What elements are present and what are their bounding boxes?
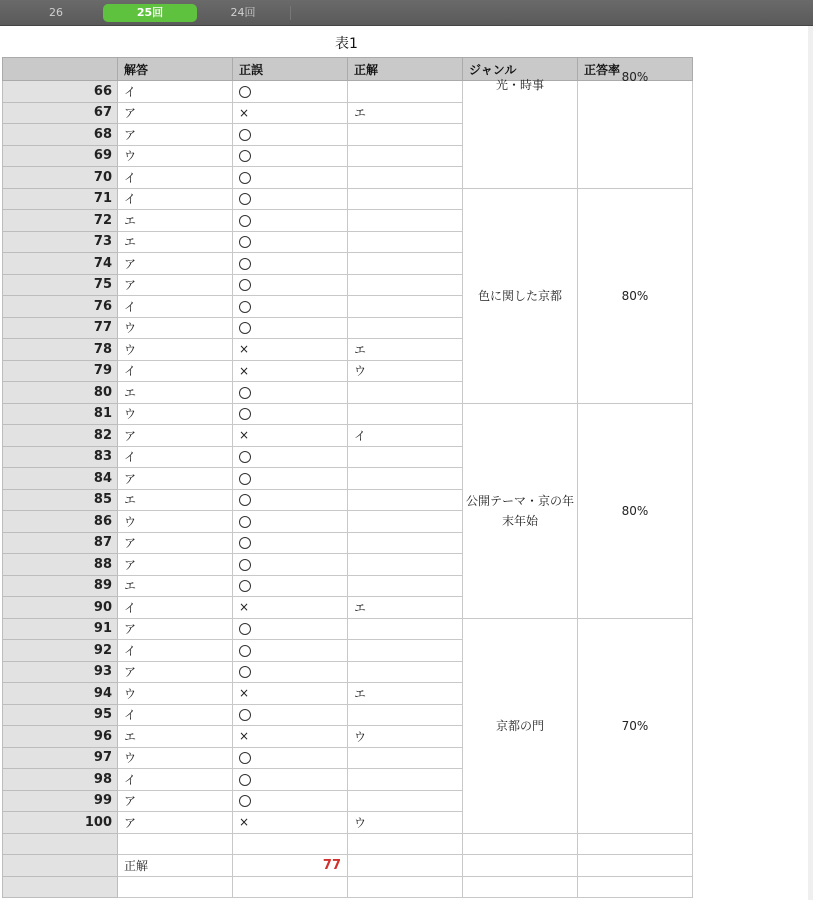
answer-cell[interactable]: ウ [118,403,233,425]
answer-cell[interactable]: イ [118,597,233,619]
correct-answer-cell[interactable] [348,554,463,576]
table-row [3,618,693,640]
correct-answer-cell[interactable] [348,704,463,726]
table-row [3,403,693,425]
answer-cell[interactable]: ア [118,618,233,640]
mark-cell[interactable] [233,661,348,683]
wrong-mark: × [239,342,250,357]
empty-cell[interactable] [118,876,233,898]
row-number: 67 [3,102,118,124]
correct-answer-cell[interactable] [348,511,463,533]
row-number: 93 [3,661,118,683]
correct-circle-icon [239,408,251,420]
correct-circle-icon [239,795,251,807]
row-number: 100 [3,812,118,834]
row-number: 86 [3,511,118,533]
answer-cell[interactable]: ア [118,790,233,812]
row-number: 74 [3,253,118,275]
correct-answer-cell[interactable]: エ [348,597,463,619]
row-number: 91 [3,618,118,640]
row-number: 75 [3,274,118,296]
correct-circle-icon [239,301,251,313]
header-row [3,58,693,81]
answer-cell[interactable]: ウ [118,145,233,167]
answer-cell[interactable]: イ [118,769,233,791]
answer-cell[interactable]: ア [118,468,233,490]
mark-cell[interactable] [233,726,348,748]
answer-cell[interactable]: ア [118,102,233,124]
mark-cell[interactable] [233,554,348,576]
row-number [3,876,118,898]
correct-answer-cell[interactable] [348,210,463,232]
header-answer[interactable]: 解答 [118,58,233,81]
row-number: 76 [3,296,118,318]
correct-answer-cell[interactable] [348,769,463,791]
answer-cell[interactable]: イ [118,446,233,468]
correct-answer-cell[interactable] [348,468,463,490]
correct-circle-icon [239,215,251,227]
wrong-mark: × [239,815,250,830]
answer-cell[interactable]: エ [118,231,233,253]
mark-cell[interactable] [233,489,348,511]
correct-circle-icon [239,709,251,721]
correct-circle-icon [239,752,251,764]
answer-cell[interactable]: ア [118,812,233,834]
rate-value: 70% [621,718,649,733]
row-number: 94 [3,683,118,705]
row-number: 83 [3,446,118,468]
answer-cell[interactable]: ウ [118,683,233,705]
empty-cell[interactable] [578,833,693,855]
mark-cell[interactable] [233,597,348,619]
total-label[interactable]: 正解 [118,855,233,877]
rate-cell[interactable] [578,70,693,189]
mark-cell[interactable] [233,532,348,554]
genre-cell[interactable] [463,188,578,403]
mark-cell[interactable] [233,468,348,490]
correct-answer-cell[interactable] [348,532,463,554]
correct-circle-icon [239,774,251,786]
correct-circle-icon [239,236,251,248]
empty-cell[interactable] [463,876,578,898]
empty-cell[interactable] [578,876,693,898]
answer-cell[interactable]: ウ [118,317,233,339]
rate-cell[interactable] [578,618,693,833]
answer-cell[interactable]: ウ [118,339,233,361]
wrong-mark: × [239,363,250,378]
sheet-tab-25[interactable]: 25回 [103,4,197,22]
rate-cell[interactable] [578,403,693,618]
correct-answer-cell[interactable]: ウ [348,812,463,834]
correct-answer-cell[interactable] [348,124,463,146]
correct-circle-icon [239,580,251,592]
correct-answer-cell[interactable]: エ [348,339,463,361]
correct-circle-icon [239,623,251,635]
correct-answer-cell[interactable] [348,317,463,339]
correct-answer-cell[interactable] [348,145,463,167]
row-number: 96 [3,726,118,748]
row-number: 99 [3,790,118,812]
correct-answer-cell[interactable] [348,575,463,597]
table-row [3,876,693,898]
genre-cell[interactable] [463,78,578,189]
correct-answer-cell[interactable] [348,231,463,253]
rate-value: 80% [621,70,649,84]
row-number: 97 [3,747,118,769]
row-number: 78 [3,339,118,361]
wrong-mark: × [239,686,250,701]
genre-cell[interactable] [463,618,578,833]
sheet-tab-bar [0,0,813,26]
row-number: 70 [3,167,118,189]
header-rate[interactable]: 正答率 [578,58,693,81]
mark-cell[interactable] [233,317,348,339]
empty-cell[interactable] [233,833,348,855]
mark-cell[interactable] [233,81,348,103]
table-row [3,188,693,210]
table-title: 表1 [335,36,358,52]
row-number: 73 [3,231,118,253]
correct-circle-icon [239,129,251,141]
correct-circle-icon [239,473,251,485]
empty-cell[interactable] [348,855,463,877]
answer-cell[interactable]: エ [118,382,233,404]
mark-cell[interactable] [233,618,348,640]
correct-circle-icon [239,666,251,678]
rate-value: 80% [621,288,649,303]
mark-cell[interactable] [233,296,348,318]
answer-cell[interactable]: イ [118,360,233,382]
table-row [3,81,693,103]
mark-cell[interactable] [233,403,348,425]
correct-circle-icon [239,387,251,399]
correct-circle-icon [239,516,251,528]
correct-answer-cell[interactable] [348,382,463,404]
correct-answer-cell[interactable] [348,489,463,511]
mark-cell[interactable] [233,812,348,834]
empty-cell[interactable] [118,833,233,855]
spreadsheet-table [2,57,693,898]
genre-label: 京都の門 [495,718,544,733]
mark-cell[interactable] [233,274,348,296]
correct-answer-cell[interactable] [348,446,463,468]
rate-value: 80% [621,503,649,518]
row-number: 82 [3,425,118,447]
correct-answer-cell[interactable]: イ [348,425,463,447]
header-corner [3,58,118,81]
correct-answer-cell[interactable] [348,296,463,318]
row-number: 95 [3,704,118,726]
row-number: 84 [3,468,118,490]
correct-answer-cell[interactable]: エ [348,683,463,705]
correct-circle-icon [239,279,251,291]
wrong-mark: × [239,600,250,615]
empty-cell[interactable] [463,855,578,877]
header-genre[interactable]: ジャンル [463,58,578,81]
answer-cell[interactable]: エ [118,489,233,511]
answer-cell[interactable]: イ [118,167,233,189]
mark-cell[interactable] [233,747,348,769]
answer-cell[interactable]: イ [118,81,233,103]
row-number: 69 [3,145,118,167]
correct-answer-cell[interactable] [348,640,463,662]
row-number: 90 [3,597,118,619]
answer-cell[interactable]: ア [118,554,233,576]
genre-label: 色に関した京都 [477,288,562,303]
row-number: 66 [3,81,118,103]
rate-cell[interactable] [578,188,693,403]
correct-circle-icon [239,258,251,270]
mark-cell[interactable] [233,210,348,232]
empty-cell[interactable] [463,833,578,855]
mark-cell[interactable] [233,188,348,210]
row-number [3,833,118,855]
answer-cell[interactable]: ウ [118,511,233,533]
row-number: 72 [3,210,118,232]
answer-cell[interactable]: ウ [118,747,233,769]
answer-cell[interactable]: ア [118,425,233,447]
correct-answer-cell[interactable] [348,274,463,296]
tab-divider [290,6,291,20]
correct-circle-icon [239,86,251,98]
correct-answer-cell[interactable]: ウ [348,726,463,748]
header-correct[interactable]: 正解 [348,58,463,81]
mark-cell[interactable] [233,704,348,726]
row-number: 80 [3,382,118,404]
empty-cell[interactable] [348,833,463,855]
answer-cell[interactable]: ア [118,274,233,296]
correct-answer-cell[interactable] [348,167,463,189]
correct-answer-cell[interactable] [348,403,463,425]
correct-circle-icon [239,322,251,334]
correct-answer-cell[interactable] [348,790,463,812]
row-number: 81 [3,403,118,425]
genre-cell[interactable] [463,403,578,618]
correct-circle-icon [239,150,251,162]
mark-cell[interactable] [233,769,348,791]
mark-cell[interactable] [233,102,348,124]
correct-circle-icon [239,172,251,184]
answer-cell[interactable]: ア [118,124,233,146]
mark-cell[interactable] [233,360,348,382]
correct-circle-icon [239,559,251,571]
answer-cell[interactable]: イ [118,704,233,726]
mark-cell[interactable] [233,790,348,812]
mark-cell[interactable] [233,446,348,468]
mark-cell[interactable] [233,575,348,597]
answer-cell[interactable]: イ [118,296,233,318]
wrong-mark: × [239,428,250,443]
mark-cell[interactable] [233,145,348,167]
correct-circle-icon [239,193,251,205]
answer-cell[interactable]: イ [118,640,233,662]
answer-cell[interactable]: エ [118,575,233,597]
correct-answer-cell[interactable] [348,661,463,683]
correct-circle-icon [239,494,251,506]
answer-cell[interactable]: ア [118,661,233,683]
sheet-tab-24[interactable]: 24回 [230,6,256,19]
mark-cell[interactable] [233,382,348,404]
correct-answer-cell[interactable] [348,747,463,769]
mark-cell[interactable] [233,425,348,447]
correct-answer-cell[interactable] [348,81,463,103]
answer-cell[interactable]: ア [118,253,233,275]
mark-cell[interactable] [233,640,348,662]
row-number: 98 [3,769,118,791]
total-value[interactable]: 77 [233,855,348,877]
row-number: 88 [3,554,118,576]
row-number: 89 [3,575,118,597]
row-number: 68 [3,124,118,146]
mark-cell[interactable] [233,124,348,146]
genre-label: 公開テーマ・京の年末年始 [465,493,574,528]
empty-cell[interactable] [578,855,693,877]
table-row [3,833,693,855]
answer-cell[interactable]: イ [118,188,233,210]
mark-cell[interactable] [233,231,348,253]
correct-answer-cell[interactable] [348,618,463,640]
correct-circle-icon [239,645,251,657]
header-mark[interactable]: 正誤 [233,58,348,81]
answer-cell[interactable]: ア [118,532,233,554]
correct-circle-icon [239,537,251,549]
mark-cell[interactable] [233,339,348,361]
correct-answer-cell[interactable]: ウ [348,360,463,382]
row-number [3,855,118,877]
genre-label: 光・時事 [495,78,544,92]
row-number: 79 [3,360,118,382]
wrong-mark: × [239,729,250,744]
row-number: 87 [3,532,118,554]
row-number: 85 [3,489,118,511]
mark-cell[interactable] [233,683,348,705]
results-table [2,57,693,898]
wrong-mark: × [239,105,250,120]
row-number: 77 [3,317,118,339]
mark-cell[interactable] [233,167,348,189]
correct-circle-icon [239,451,251,463]
table-row [3,855,693,877]
row-number: 71 [3,188,118,210]
right-gutter [808,26,813,900]
sheet-tab-26[interactable]: 26 [49,6,63,19]
empty-cell[interactable] [348,876,463,898]
correct-answer-cell[interactable]: エ [348,102,463,124]
row-number: 92 [3,640,118,662]
empty-cell[interactable] [233,876,348,898]
mark-cell[interactable] [233,511,348,533]
answer-cell[interactable]: エ [118,726,233,748]
correct-answer-cell[interactable] [348,253,463,275]
answer-cell[interactable]: エ [118,210,233,232]
correct-answer-cell[interactable] [348,188,463,210]
mark-cell[interactable] [233,253,348,275]
